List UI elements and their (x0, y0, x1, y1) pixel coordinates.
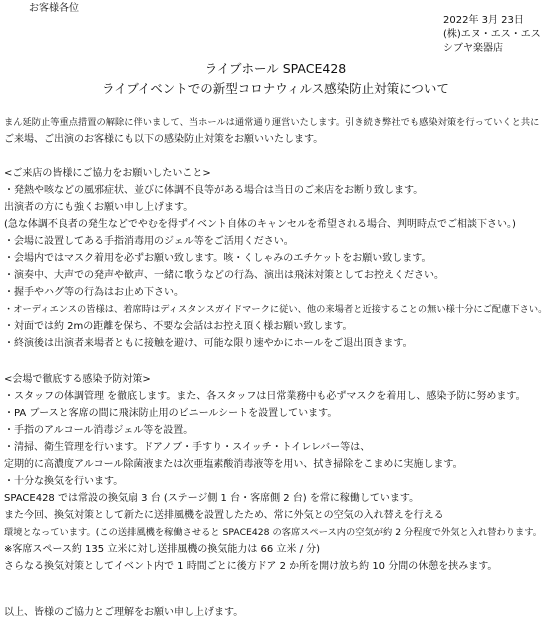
notice-line: ・対面では約 2mの距離を保ち、不要な会話はお控え頂く様お願い致します。 (4, 321, 353, 332)
measure-line: ・スタッフの体調管理 を徹底します。また、各スタッフは日常業務中も必ずマスクを着用し、感染予防に努めます。 (4, 391, 526, 402)
intro-line: まん延防止等重点措置の解除に伴いまして、当ホールは通常通り運営いたします。引き続き弊社でも感染対策を行っていくと共に (4, 117, 540, 128)
notice-line: (急な体調不良者の発生などでやむを得ずイベント自体のキャンセルを希望される場合、判明時点でご相談下さい。) (4, 219, 516, 230)
measure-line: SPACE428 では常設の換気扇 3 台 (ステージ側 1 台・客席側 2 台) を常に稼働しています。 (4, 493, 420, 504)
measure-line: ・PA ブースと客席の間に飛沫防止用のビニールシートを設置しています。 (4, 408, 338, 419)
notice-line: ・オーディエンスの皆様は、着席時はディスタンスガイドマークに従い、他の来場者と近接することの無い様十分にご配慮下さい。 (4, 304, 548, 315)
title-venue: ライブホール SPACE428 (204, 61, 347, 76)
notice-line: ・会場内ではマスク着用を必ずお願い致します。咳・くしゃみのエチケットをお願い致します。 (4, 253, 432, 264)
measure-line: ・十分な換気を行います。 (4, 476, 124, 487)
notice-line: ・終演後は出演者来場者ともに接触を避け、可能な限り速やかにホールをご退出頂きます。 (4, 338, 413, 349)
company-name: (株)エヌ・エス・エス (443, 29, 541, 40)
department-name: シブヤ楽器店 (443, 43, 503, 54)
measure-line: ※客席スペース約 135 立米に対し送排風機の換気能力は 66 立米 / 分) (4, 544, 321, 555)
notice-line: 出演者の方にも強くお願い申し上げます。 (4, 202, 194, 213)
notice-line: ・握手やハグ等の行為はお止め下さい。 (4, 287, 184, 298)
notice-line: ・発熱や咳などの風邪症状、並びに体調不良等がある場合は当日のご来店をお断り致します。 (4, 185, 424, 196)
measure-line: 環境となっています。(この送排風機を稼働させると SPACE428 の客席スペース内の空気が約 2 分程度で外気と入れ替わります。 (4, 527, 543, 538)
title-main: ライブイベントでの新型コロナウィルス感染防止対策について (102, 81, 449, 96)
addressee: お客様各位 (29, 3, 79, 14)
section-heading: <会場で徹底する感染予防対策> (4, 374, 151, 385)
measure-line: 定期的に高濃度アルコール除菌液または次亜塩素酸消毒液等を用い、拭き掃除をこまめに実施します。 (4, 459, 463, 470)
issue-date: 2022年 3月 23日 (443, 15, 524, 26)
closing-line: 以上、皆様のご協力とご理解をお願い申し上げます。 (4, 607, 244, 618)
notice-line: ・会場に設置してある手指消毒用のジェル等をご活用ください。 (4, 236, 294, 247)
notice-line: ・演奏中、大声での発声や歓声、一緒に歌うなどの行為、演出は飛沫対策としてお控えください。 (4, 270, 444, 281)
measure-line: ・手指のアルコール消毒ジェル等を設置。 (4, 425, 194, 436)
measure-line: また今回、換気対策として新たに送排風機を設置したため、常に外気との空気の入れ替えを行える (4, 510, 444, 521)
measure-line: さらなる換気対策としてイベント内で 1 時間ごとに後方ドア 2 か所を開け放ち約 10 分間の休憩を挟みます。 (4, 561, 498, 572)
measure-line: ・清掃、衛生管理を行います。ドアノブ・手すり・スイッチ・トイレレバー等は、 (4, 442, 371, 453)
section-heading: <ご来店の皆様にご協力をお願いしたいこと> (4, 168, 211, 179)
intro-line: ご来場、ご出演のお客様にも以下の感染防止対策をお願いいたします。 (4, 134, 324, 145)
